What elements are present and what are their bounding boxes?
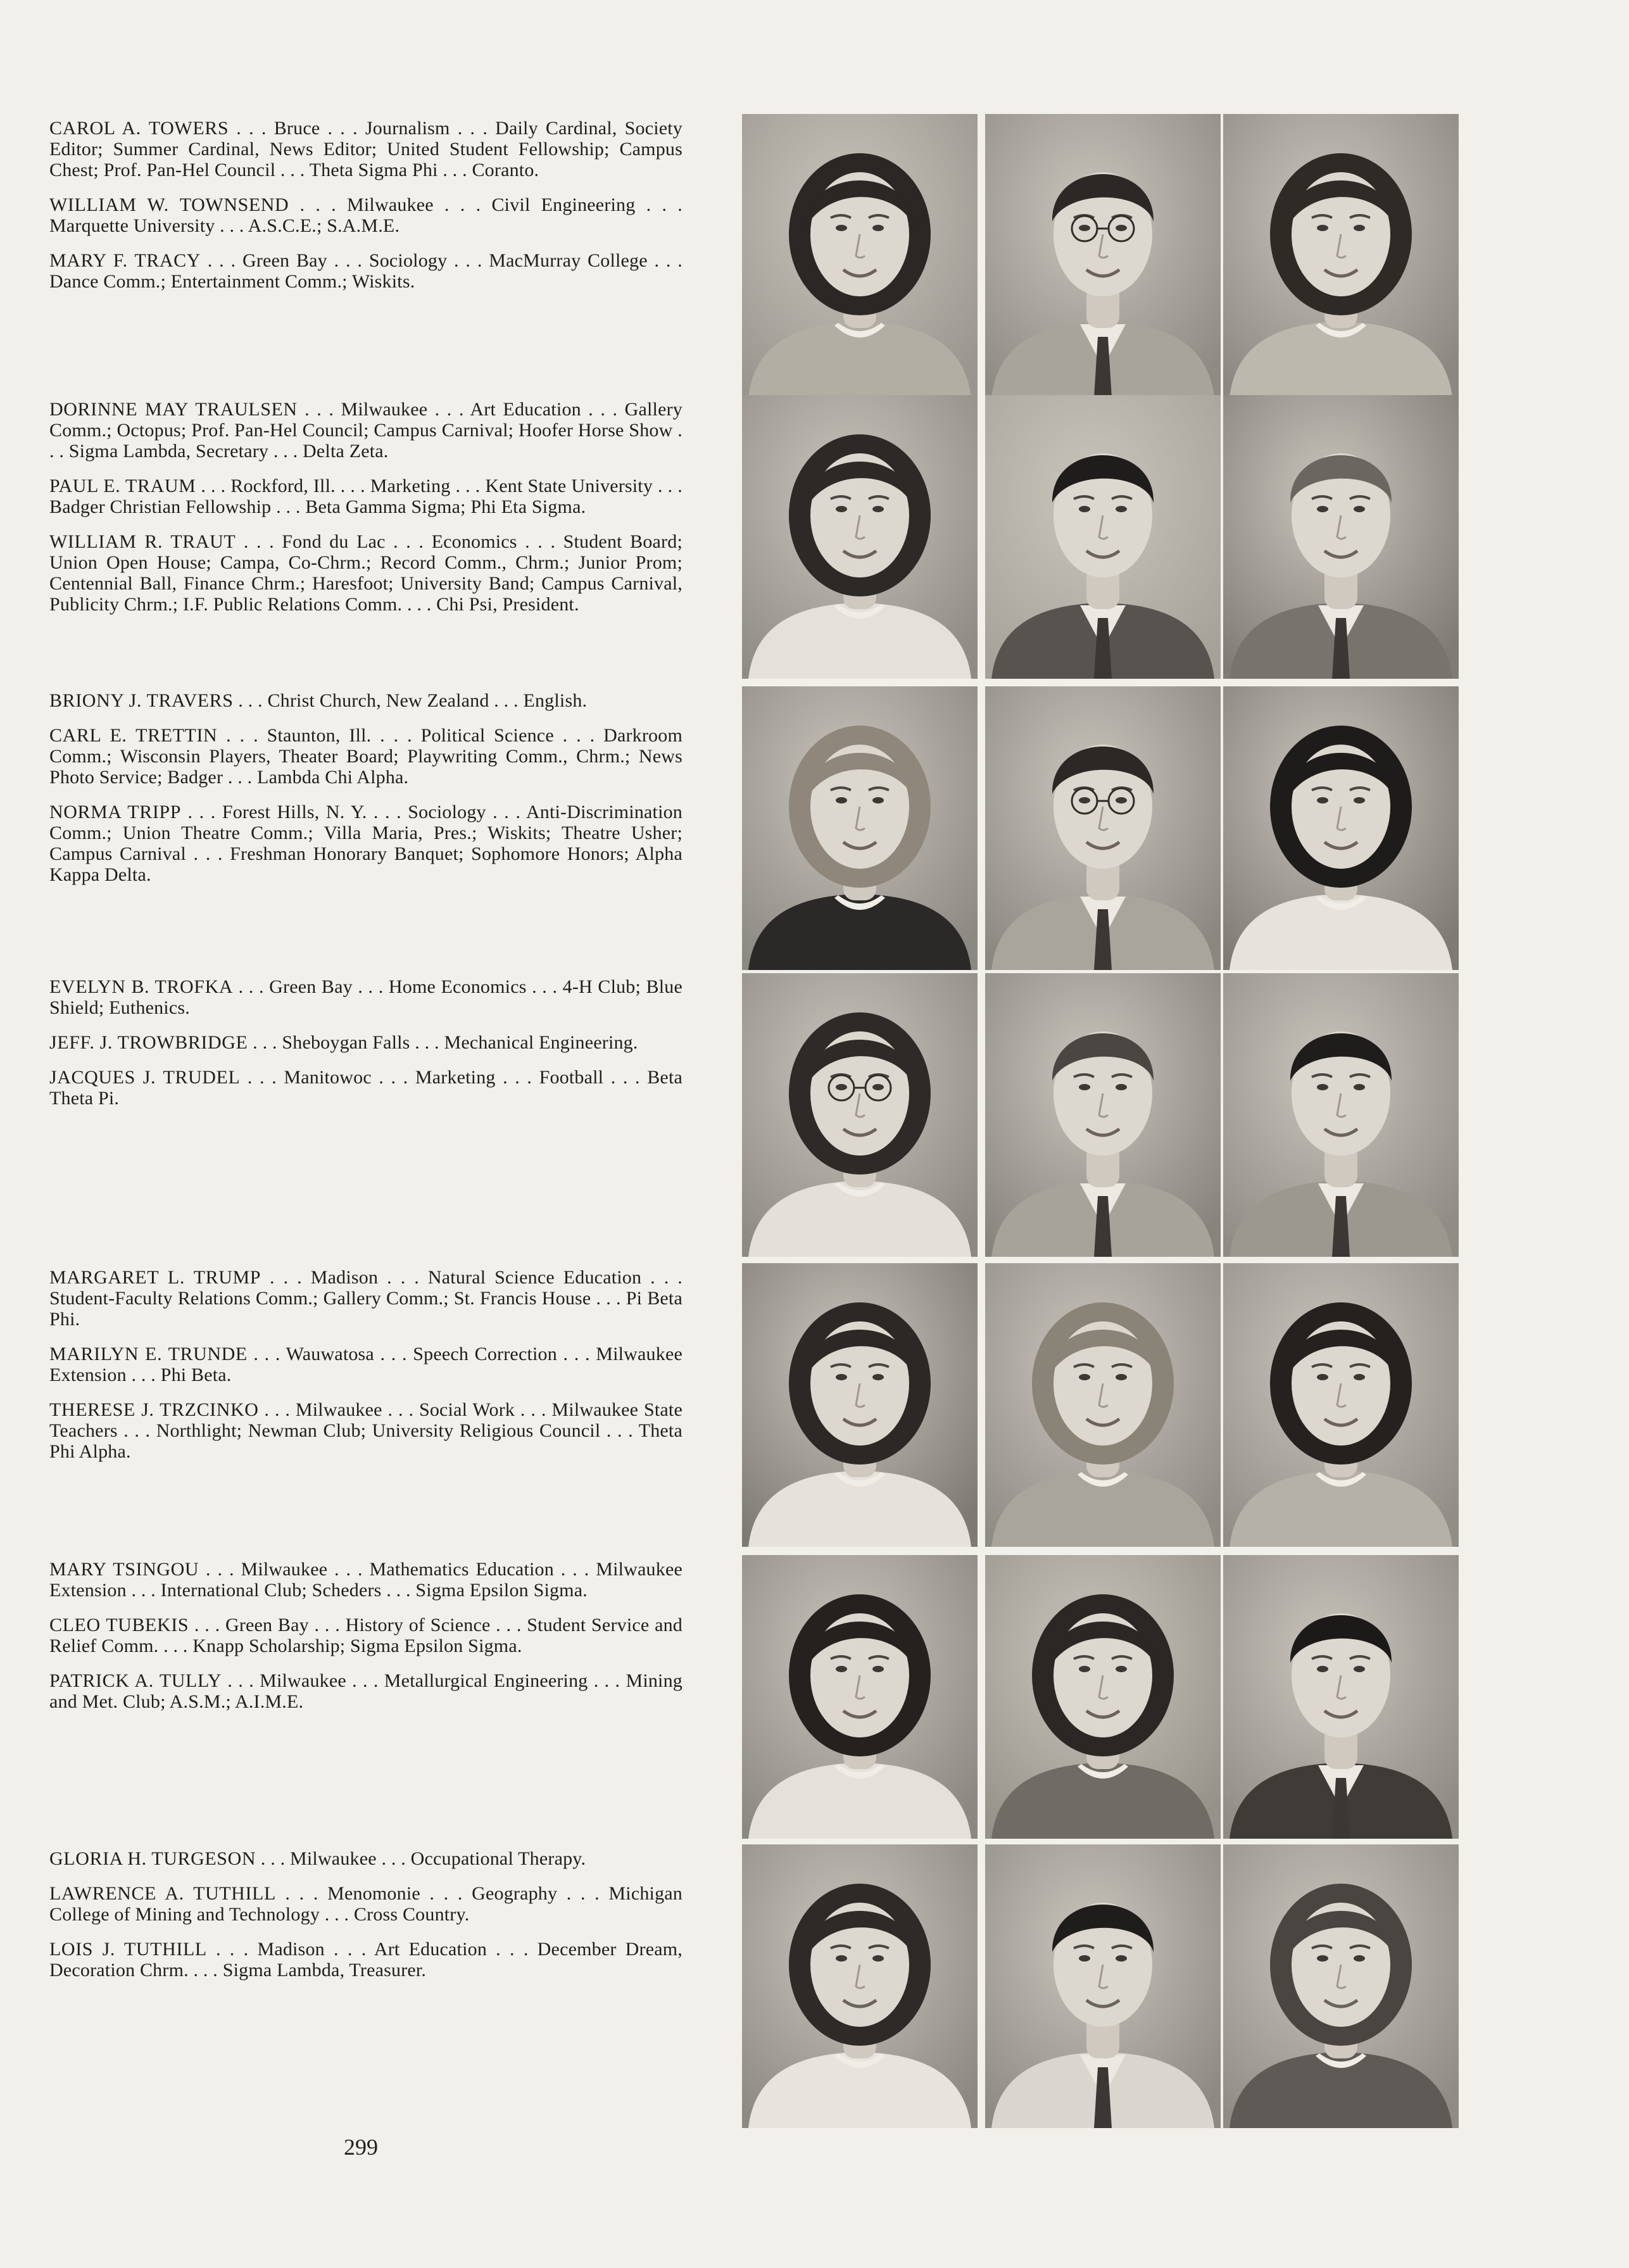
student-details: . . . Wauwatosa . . . Speech Correction . . . Milwaukee Extension . . . Phi Beta. bbox=[49, 1344, 682, 1385]
portrait-photo bbox=[985, 973, 1221, 1257]
portrait-photo bbox=[1223, 395, 1459, 679]
portrait-photo bbox=[985, 1844, 1221, 2128]
portrait-illustration bbox=[742, 1263, 978, 1547]
portrait-photo bbox=[1223, 114, 1459, 398]
portrait-photo bbox=[985, 1263, 1221, 1547]
portrait-photo bbox=[1223, 1555, 1459, 1839]
entry-group bbox=[49, 976, 682, 1123]
portrait-photo bbox=[742, 395, 978, 679]
portrait-illustration bbox=[1223, 1263, 1459, 1547]
portrait-illustration bbox=[985, 114, 1221, 398]
senior-entry bbox=[49, 1344, 682, 1385]
student-details: . . . Forest Hills, N. Y. . . . Sociology . . . Anti-Discrimination Comm.; Union Theatre Comm.; Villa Maria, Pres.; Wiskits; Theatre Usher; Campus Carnival . . . Freshman Honorary Banquet; Sophomore Honors; Alpha Kappa Delta. bbox=[49, 802, 683, 885]
senior-entry bbox=[49, 118, 682, 180]
portrait-illustration bbox=[742, 973, 978, 1257]
portrait-photo bbox=[1223, 1263, 1459, 1547]
portrait-illustration bbox=[985, 1844, 1221, 2128]
student-details: . . . Rockford, Ill. . . . Marketing . . . Kent State University . . . Badger Christian Fellowship . . . Beta Gamma Sigma; Phi Eta Sigma. bbox=[49, 476, 682, 517]
senior-entry bbox=[49, 1067, 682, 1109]
portrait-photo bbox=[1223, 973, 1459, 1257]
student-name: GLORIA H. TURGESON bbox=[49, 1848, 256, 1869]
student-details: . . . Madison . . . Natural Science Education . . . Student-Faculty Relations Comm.; Gallery Comm.; St. Francis House . . . Pi Beta Phi. bbox=[49, 1267, 683, 1330]
student-name: CLEO TUBEKIS bbox=[49, 1615, 189, 1635]
student-details: . . . Menomonie . . . Geography . . . Michigan College of Mining and Technology . . . Cross Country. bbox=[49, 1883, 682, 1925]
student-name: JACQUES J. TRUDEL bbox=[49, 1067, 241, 1088]
portrait-illustration bbox=[985, 1555, 1221, 1839]
portrait-photo bbox=[985, 686, 1221, 970]
portrait-photo bbox=[742, 114, 978, 398]
portrait-illustration bbox=[1223, 395, 1459, 679]
portrait-row bbox=[742, 114, 1461, 398]
portrait-illustration bbox=[1223, 686, 1459, 970]
student-name: NORMA TRIPP bbox=[49, 802, 182, 822]
portrait-illustration bbox=[985, 1263, 1221, 1547]
portrait-illustration bbox=[1223, 1555, 1459, 1839]
student-name: PAUL E. TRAUM bbox=[49, 476, 196, 496]
senior-entry bbox=[49, 399, 682, 462]
student-details: . . . Milwaukee . . . Civil Engineering . . . Marquette University . . . A.S.C.E.; S.A.M.E. bbox=[49, 194, 682, 236]
senior-entry bbox=[49, 1559, 682, 1601]
student-name: JEFF. J. TROWBRIDGE bbox=[49, 1032, 248, 1053]
portrait-photo bbox=[742, 686, 978, 970]
student-name: LOIS J. TUTHILL bbox=[49, 1939, 207, 1960]
portrait-photo bbox=[1223, 686, 1459, 970]
portrait-photo bbox=[742, 1844, 978, 2128]
portrait-row bbox=[742, 1555, 1461, 1839]
student-name: MARY F. TRACY bbox=[49, 250, 201, 271]
portrait-row bbox=[742, 1844, 1461, 2128]
page-number: 299 bbox=[344, 2134, 378, 2160]
senior-entry bbox=[49, 1032, 682, 1053]
student-details: . . . Green Bay . . . Home Economics . . . 4-H Club; Blue Shield; Euthenics. bbox=[49, 976, 682, 1018]
student-details: . . . Milwaukee . . . Art Education . . . Gallery Comm.; Octopus; Prof. Pan-Hel Council; Campus Carnival; Hoofer Horse Show . . . Sigma Lambda, Secretary . . . Delta Zeta. bbox=[49, 399, 683, 462]
portrait-row bbox=[742, 686, 1461, 970]
student-name: DORINNE MAY TRAULSEN bbox=[49, 399, 298, 420]
student-name: MARGARET L. TRUMP bbox=[49, 1267, 261, 1288]
student-name: LAWRENCE A. TUTHILL bbox=[49, 1883, 276, 1904]
senior-entry bbox=[49, 1848, 682, 1869]
student-name: BRIONY J. TRAVERS bbox=[49, 690, 234, 711]
student-details: . . . Milwaukee . . . Mathematics Education . . . Milwaukee Extension . . . International Club; Scheders . . . Sigma Epsilon Sigma. bbox=[49, 1559, 682, 1601]
senior-entry bbox=[49, 1670, 682, 1712]
student-name: PATRICK A. TULLY bbox=[49, 1670, 222, 1691]
senior-entry bbox=[49, 1939, 682, 1981]
senior-entry bbox=[49, 976, 682, 1018]
student-name: CARL E. TRETTIN bbox=[49, 725, 218, 746]
portrait-photo bbox=[742, 1555, 978, 1839]
student-details: . . . Manitowoc . . . Marketing . . . Football . . . Beta Theta Pi. bbox=[49, 1067, 682, 1109]
student-details: . . . Milwaukee . . . Metallurgical Engineering . . . Mining and Met. Club; A.S.M.; A.I.M.E. bbox=[49, 1670, 682, 1712]
portrait-illustration bbox=[742, 686, 978, 970]
portrait-illustration bbox=[1223, 114, 1459, 398]
senior-entry bbox=[49, 250, 682, 292]
portrait-illustration bbox=[985, 686, 1221, 970]
portrait-illustration bbox=[1223, 1844, 1459, 2128]
portrait-illustration bbox=[985, 973, 1221, 1257]
entry-group bbox=[49, 1267, 682, 1476]
senior-entry bbox=[49, 1399, 682, 1462]
senior-entry bbox=[49, 476, 682, 517]
student-name: WILLIAM W. TOWNSEND bbox=[49, 194, 289, 215]
senior-entry bbox=[49, 1615, 682, 1656]
portrait-illustration bbox=[985, 395, 1221, 679]
senior-entry bbox=[49, 1883, 682, 1925]
senior-entry bbox=[49, 531, 682, 615]
entry-group bbox=[49, 118, 682, 306]
portrait-illustration bbox=[742, 395, 978, 679]
student-name: THERESE J. TRZCINKO bbox=[49, 1399, 259, 1420]
student-details: . . . Madison . . . Art Education . . . December Dream, Decoration Chrm. . . . Sigma Lambda, Treasurer. bbox=[49, 1939, 682, 1981]
senior-entry bbox=[49, 802, 682, 885]
senior-entry bbox=[49, 690, 682, 711]
student-name: WILLIAM R. TRAUT bbox=[49, 531, 236, 552]
student-details: . . . Milwaukee . . . Social Work . . . Milwaukee State Teachers . . . Northlight; Newman Club; University Religious Council . . . Theta Phi Alpha. bbox=[49, 1399, 682, 1462]
student-details: . . . Fond du Lac . . . Economics . . . Student Board; Union Open House; Campa, Co-Chrm.; Record Comm., Chrm.; Junior Prom; Centennial Ball, Finance Chrm.; Haresfoot; University Band; Campus Carnival, Publicity Chrm.; I.F. Public Relations Comm. . . . Chi Psi, President. bbox=[49, 531, 682, 615]
student-name: MARY TSINGOU bbox=[49, 1559, 199, 1580]
entry-group bbox=[49, 690, 682, 899]
portrait-illustration bbox=[1223, 973, 1459, 1257]
portrait-row bbox=[742, 1263, 1461, 1547]
entry-group bbox=[49, 399, 682, 629]
student-details: . . . Sheboygan Falls . . . Mechanical Engineering. bbox=[248, 1032, 638, 1053]
portrait-photo bbox=[985, 114, 1221, 398]
portrait-illustration bbox=[742, 1555, 978, 1839]
portrait-photo bbox=[742, 1263, 978, 1547]
portrait-row bbox=[742, 395, 1461, 679]
senior-entry bbox=[49, 194, 682, 236]
portrait-illustration bbox=[742, 1844, 978, 2128]
entry-group bbox=[49, 1559, 682, 1726]
portrait-photo bbox=[985, 395, 1221, 679]
student-details: . . . Green Bay . . . Sociology . . . MacMurray College . . . Dance Comm.; Entertainment Comm.; Wiskits. bbox=[49, 250, 682, 292]
student-name: CAROL A. TOWERS bbox=[49, 118, 229, 139]
senior-entry bbox=[49, 1267, 682, 1330]
portrait-photo bbox=[1223, 1844, 1459, 2128]
student-name: EVELYN B. TROFKA bbox=[49, 976, 234, 997]
student-details: . . . Staunton, Ill. . . . Political Science . . . Darkroom Comm.; Wisconsin Players, Theater Board; Playwriting Comm., Chrm.; News Photo Service; Badger . . . Lambda Chi Alpha. bbox=[49, 725, 682, 788]
portrait-row bbox=[742, 973, 1461, 1257]
student-details: . . . Christ Church, New Zealand . . . English. bbox=[233, 690, 588, 711]
student-name: MARILYN E. TRUNDE bbox=[49, 1344, 248, 1364]
student-details: . . . Bruce . . . Journalism . . . Daily Cardinal, Society Editor; Summer Cardinal, News Editor; United Student Fellowship; Campus Chest; Prof. Pan-Hel Council . . . Theta Sigma Phi . . . Coranto. bbox=[49, 118, 683, 180]
senior-entry bbox=[49, 725, 682, 788]
student-details: . . . Milwaukee . . . Occupational Therapy. bbox=[256, 1848, 586, 1869]
student-details: . . . Green Bay . . . History of Science . . . Student Service and Relief Comm. . . . Knapp Scholarship; Sigma Epsilon Sigma. bbox=[49, 1615, 682, 1656]
entry-group bbox=[49, 1848, 682, 1994]
portrait-illustration bbox=[742, 114, 978, 398]
portrait-photo bbox=[742, 973, 978, 1257]
portrait-photo bbox=[985, 1555, 1221, 1839]
